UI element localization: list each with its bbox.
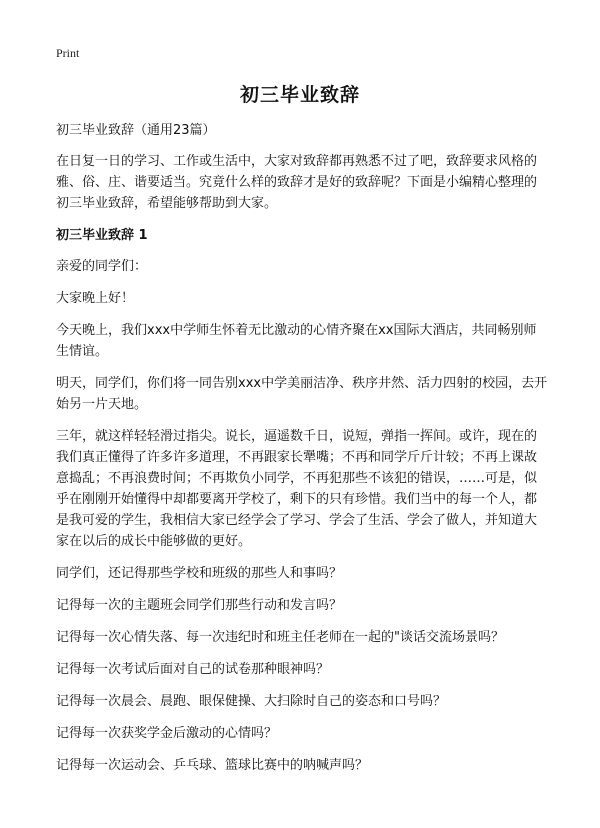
paragraph: 今天晚上，我们xxx中学师生怀着无比激动的心情齐聚在xx国际大酒店，共同畅别师生情谊。: [56, 323, 537, 359]
paragraph-greeting: 大家晚上好！: [56, 291, 135, 306]
paragraph: 记得每一次的主题班会同学们那些行动和发言吗？: [56, 598, 343, 613]
paragraph: 三年，就这样轻轻滑过指尖。说长，逼遥数千日，说短，弹指一挥间。或许，现在的我们真正懂得了许多许多道理，不再跟家长犟嘴；不再和同学斤斤计较；不再上课故意捣乱；不再浪费时间；不再欺负小同学，不再犯那些不该犯的错误，……可是，似乎在刚刚开始懂得中却都要离开学校了，剩下的只有珍惜。我们当中的每一个人，都是我可爱的学生，我相信大家已经学会了学习、学会了生活、学会了做人，并知道大家在以后的成长中能够做的更好。: [56, 429, 538, 549]
paragraph: 记得每一次晨会、晨跑、眼保健操、大扫除时自己的姿态和口号吗？: [56, 694, 447, 709]
section-heading: 初三毕业致辞 1: [56, 228, 148, 243]
print-link[interactable]: Print: [56, 46, 80, 60]
intro-paragraph: 在日复一日的学习、工作或生活中，大家对致辞都再熟悉不过了吧，致辞要求风格的雅、俗、庄、谐要适当。究竟什么样的致辞才是好的致辞呢？下面是小编精心整理的初三毕业致辞，希望能够帮助到大家。: [56, 154, 538, 211]
paragraph: 明天，同学们，你们将一同告别xxx中学美丽洁净、秩序井然、活力四射的校园，去开始另一片天地。: [56, 376, 548, 412]
paragraph: 同学们，还记得那些学校和班级的那些人和事吗？: [56, 566, 343, 581]
article-subtitle: 初三毕业致辞（通用23篇）: [56, 123, 216, 138]
page-title: 初三毕业致辞: [239, 84, 360, 106]
paragraph: 记得每一次运动会、乒乓球、篮球比赛中的呐喊声吗？: [56, 758, 369, 773]
paragraph-salutation: 亲爱的同学们：: [56, 259, 148, 274]
paragraph: 记得每一次考试后面对自己的试卷那种眼神吗？: [56, 662, 330, 677]
paragraph: 记得每一次获奖学金后激动的心情吗？: [56, 726, 278, 741]
article-body: [56, 120, 548, 787]
paragraph: 记得每一次心情失落、每一次违纪时和班主任老师在一起的"谈话交流场景吗？: [56, 630, 504, 645]
